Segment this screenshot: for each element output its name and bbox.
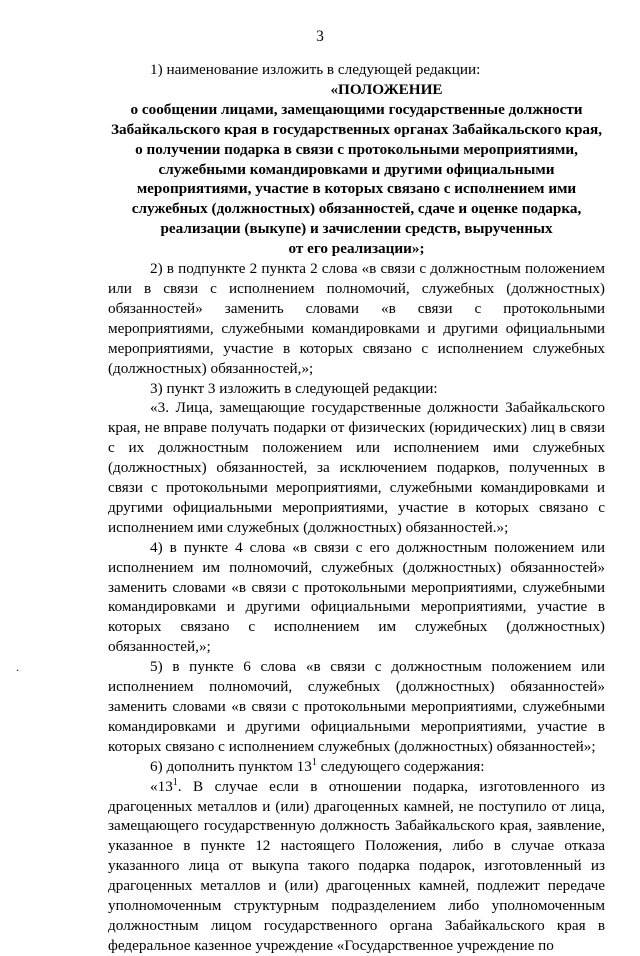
- item-1-intro: 1) наименование изложить в следующей редакции:: [150, 61, 481, 78]
- item-6-superscript: 1: [311, 756, 317, 768]
- item-2: 2) в подпункте 2 пункта 2 слова «в связи с должностным положением или в связи с исполнением полномочий, служебных (должностных) обязанностей» заменить словами «в связи с протокольными мероприятиями, служебными командировками и другими официальными мероприятиями, участие в которых связано с исполнением служебных (должностных) обязанностей,»;: [108, 260, 605, 377]
- document-body: [108, 60, 605, 956]
- item-6-prefix: 6) дополнить пунктом 13: [150, 757, 312, 775]
- page-number: 3: [316, 28, 324, 45]
- item-13-1: [108, 777, 605, 956]
- margin-mark: .: [16, 660, 19, 674]
- item-5: 5) в пункте 6 слова «в связи с должностным положением или исполнением полномочий, служебных (должностных) обязанностей» заменить словами «в связи с протокольными мероприятиями, служебными командировками и другими официальными мероприятиями, участие в которых связано с исполнением служебных (должностных) обязанностей»;: [108, 658, 605, 755]
- title-last-line: от его реализации»;: [288, 240, 425, 258]
- item-13-superscript: 1: [172, 776, 178, 788]
- item-6: [108, 757, 605, 777]
- item-4: 4) в пункте 4 слова «в связи с его должностным положением или исполнением им полномочий, служебных (должностных) обязанностей» заменить словами «в связи с протокольными мероприятиями, служебными командировками и другими официальными мероприятиями, участие в которых связано с исполнением им служебных (должностных) обязанностей,»;: [108, 538, 605, 656]
- item-13-text: . В случае если в отношении подарка, изготовленного из драгоценных металлов и (или) драгоценных камней, не поступило от лица, замещающего государственную должность Забайкальского края, заявление, указанное в пункте 12 настоящего Положения, либо в случае отказа указанного лица от выкупа такого подарка подарок, изготовленный из драгоценных металлов и (или) драгоценных камней, подлежит передаче уполномоченным структурным подразделением либо уполномоченным должностным лицом государственного органа Забайкальского края в федеральное казенное учреждение «Государственное учреждение по: [108, 777, 605, 954]
- item-3-text: «3. Лица, замещающие государственные должности Забайкальского края, не вправе получать подарки от физических (юридических) лиц в связи с их должностным положением или исполнением ими служебных (должностных) обязанностей, за исключением подарков, полученных в связи с протокольными мероприятиями, служебными командировками и другими официальными мероприятиями, участие в которых связано с исполнением ими служебных (должностных) обязанностей.»;: [108, 399, 605, 536]
- item-13-prefix: «13: [150, 777, 173, 795]
- item-6-suffix: следующего содержания:: [316, 757, 485, 775]
- item-3-intro: 3) пункт 3 изложить в следующей редакции:: [150, 379, 438, 397]
- title-heading: «ПОЛОЖЕНИЕ: [330, 80, 443, 98]
- title-body: о сообщении лицами, замещающими государственные должности Забайкальского края в государственных органах Забайкальского края, о получении подарка в связи с протокольными мероприятиями, служебными командировками и другими официальными мероприятиями, участие в которых связано с исполнением ими служебных (должностных) обязанностей, сдаче и оценке подарка, реализации (выкупе) и зачислении средств, вырученных: [110, 100, 603, 238]
